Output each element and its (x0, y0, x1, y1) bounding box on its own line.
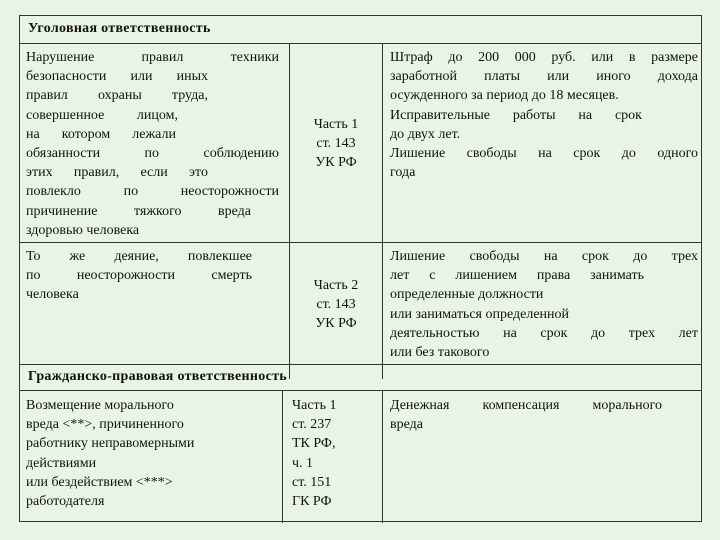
penalty-line: или заниматься определенной (390, 306, 570, 322)
violation-line: на котором лежали (26, 126, 176, 142)
violation-line: То же деяние, повлекшее (26, 249, 252, 264)
violation-line: или бездействием <***> (26, 474, 173, 490)
penalty-line: Лишение свободы на срок до одного (390, 146, 698, 162)
violation-line: здоровью человека (26, 222, 140, 238)
liability-table (19, 15, 702, 522)
penalty-line: Исправительные работы на срок (390, 107, 642, 123)
penalty-line: или без такового (390, 345, 490, 361)
divider (20, 43, 701, 44)
violation-line: действиями (26, 455, 97, 471)
article-cell (290, 276, 382, 334)
penalty-cell (390, 48, 698, 182)
article-line: ст. 143 (316, 136, 356, 152)
penalty-line: определенные должности (390, 287, 544, 303)
article-line: Часть 2 (313, 278, 359, 293)
penalty-line: деятельностью на срок до трех лет (390, 325, 698, 341)
section-title-civil: Гражданско-правовая ответственность (28, 369, 287, 384)
penalty-line: заработной платы или иного дохода (390, 69, 698, 85)
article-line: ст. 151 (292, 474, 332, 490)
article-line: ГК РФ (292, 494, 332, 510)
violation-line: человека (26, 287, 79, 303)
article-line: УК РФ (315, 316, 357, 332)
divider (20, 242, 701, 243)
violation-line: работнику неправомерными (26, 436, 195, 452)
violation-line: вреда <**>, причиненного (26, 417, 184, 433)
violation-line: Возмещение морального (26, 398, 174, 413)
column-divider (282, 390, 283, 523)
article-line: ч. 1 (292, 455, 314, 471)
divider (20, 364, 701, 365)
violation-line: этих правил, если это (26, 165, 208, 181)
article-line: ст. 237 (292, 417, 332, 433)
penalty-line: Штраф до 200 000 руб. или в размере (390, 50, 698, 65)
penalty-line: Лишение свободы на срок до трех (390, 249, 698, 264)
article-line: Часть 1 (292, 398, 337, 413)
penalty-line: Денежная компенсация морального (390, 398, 662, 413)
section-title-criminal: Уголовная ответственность (28, 21, 211, 36)
penalty-line: вреда (390, 417, 423, 433)
violation-line: обязанности по соблюдению (26, 146, 279, 162)
column-divider (382, 43, 383, 379)
article-line: ст. 143 (316, 297, 356, 313)
penalty-line: лет с лишением права занимать (390, 268, 644, 284)
violation-line: по неосторожности смерть (26, 268, 252, 284)
violation-cell (26, 48, 279, 240)
violation-line: безопасности или иных (26, 69, 208, 85)
article-line: Часть 1 (313, 117, 359, 132)
column-divider (382, 390, 383, 523)
article-line: УК РФ (315, 155, 357, 171)
penalty-line: года (390, 165, 416, 181)
penalty-line: до двух лет. (390, 126, 461, 142)
penalty-cell (390, 247, 698, 362)
penalty-cell (390, 396, 680, 434)
violation-line: причинение тяжкого вреда (26, 203, 251, 219)
violation-line: повлекло по неосторожности (26, 184, 279, 200)
article-line: ТК РФ, (292, 436, 336, 452)
violation-line: правил охраны труда, (26, 88, 208, 104)
violation-line: работодателя (26, 494, 105, 510)
violation-cell (26, 247, 252, 305)
violation-line: Нарушение правил техники (26, 50, 279, 65)
violation-line: совершенное лицом, (26, 107, 178, 123)
article-cell (290, 115, 382, 173)
article-cell (292, 396, 380, 511)
violation-cell (26, 396, 276, 511)
penalty-line: осужденного за период до 18 месяцев. (390, 88, 619, 104)
divider (20, 390, 701, 391)
